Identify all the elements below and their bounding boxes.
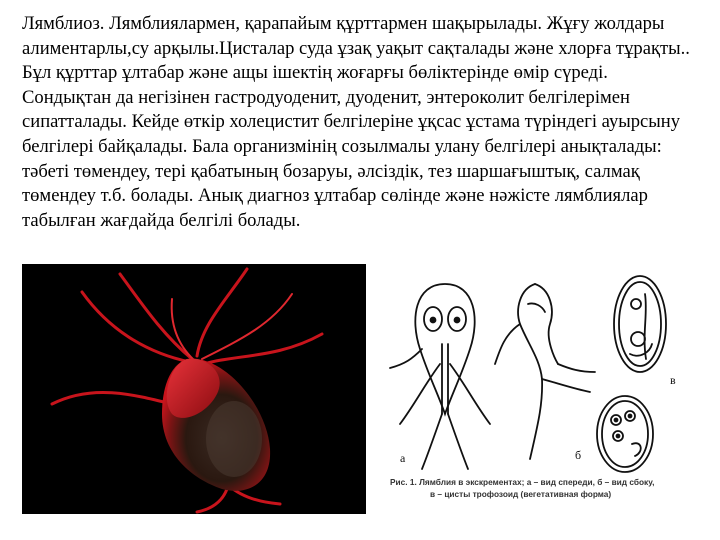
trophozoite-side-view-drawing bbox=[495, 284, 595, 459]
slide-body-text: Лямблиоз. Лямблиялармен, қарапайым құрттармен шақырылады. Жұғу жолдары алиментарлы,су арқылы.Цисталар суда ұзақ уақыт сақталады және хлорға тұрақты.. Бұл құрттар ұлтабар және ащы ішектің жоғарғы бөліктерінде өмір сүреді. Сондықтан да негізінен гастродуоденит, дуоденит, энтероколит белгілерімен сипатталады. Кейде өткір холецистит белгілеріне ұқсас ұстама түріндегі ауырсыну белгілері байқалады. Бала организмінің созылмалы улану белгілері анықталады: тәбеті төмендеу, тері қабатының бозаруы, әлсіздік, тез шаршағыштық, салмақ төмендеу т.б. болады. Анық диагноз ұлтабар сөлінде және нәжісте лямблиялар табылған жағдайда белгілі болады. bbox=[22, 13, 690, 231]
cyst-drawings bbox=[597, 276, 666, 472]
giardia-micrograph bbox=[22, 264, 366, 514]
figure-caption bbox=[390, 476, 700, 500]
label-b: б bbox=[575, 448, 582, 462]
giardia-drawings-svg bbox=[380, 264, 700, 474]
label-a: а bbox=[400, 451, 406, 465]
trophozoite-front-view-drawing bbox=[390, 284, 490, 469]
caption-line-1: Рис. 1. Лямблия в экскрементах; а – вид спереди, б – вид сбоку, bbox=[390, 477, 655, 487]
caption-line-2: в – цисты трофозоид (вегетативная форма) bbox=[430, 489, 612, 499]
giardia-micrograph-image bbox=[22, 264, 366, 514]
label-c: в bbox=[670, 373, 676, 387]
